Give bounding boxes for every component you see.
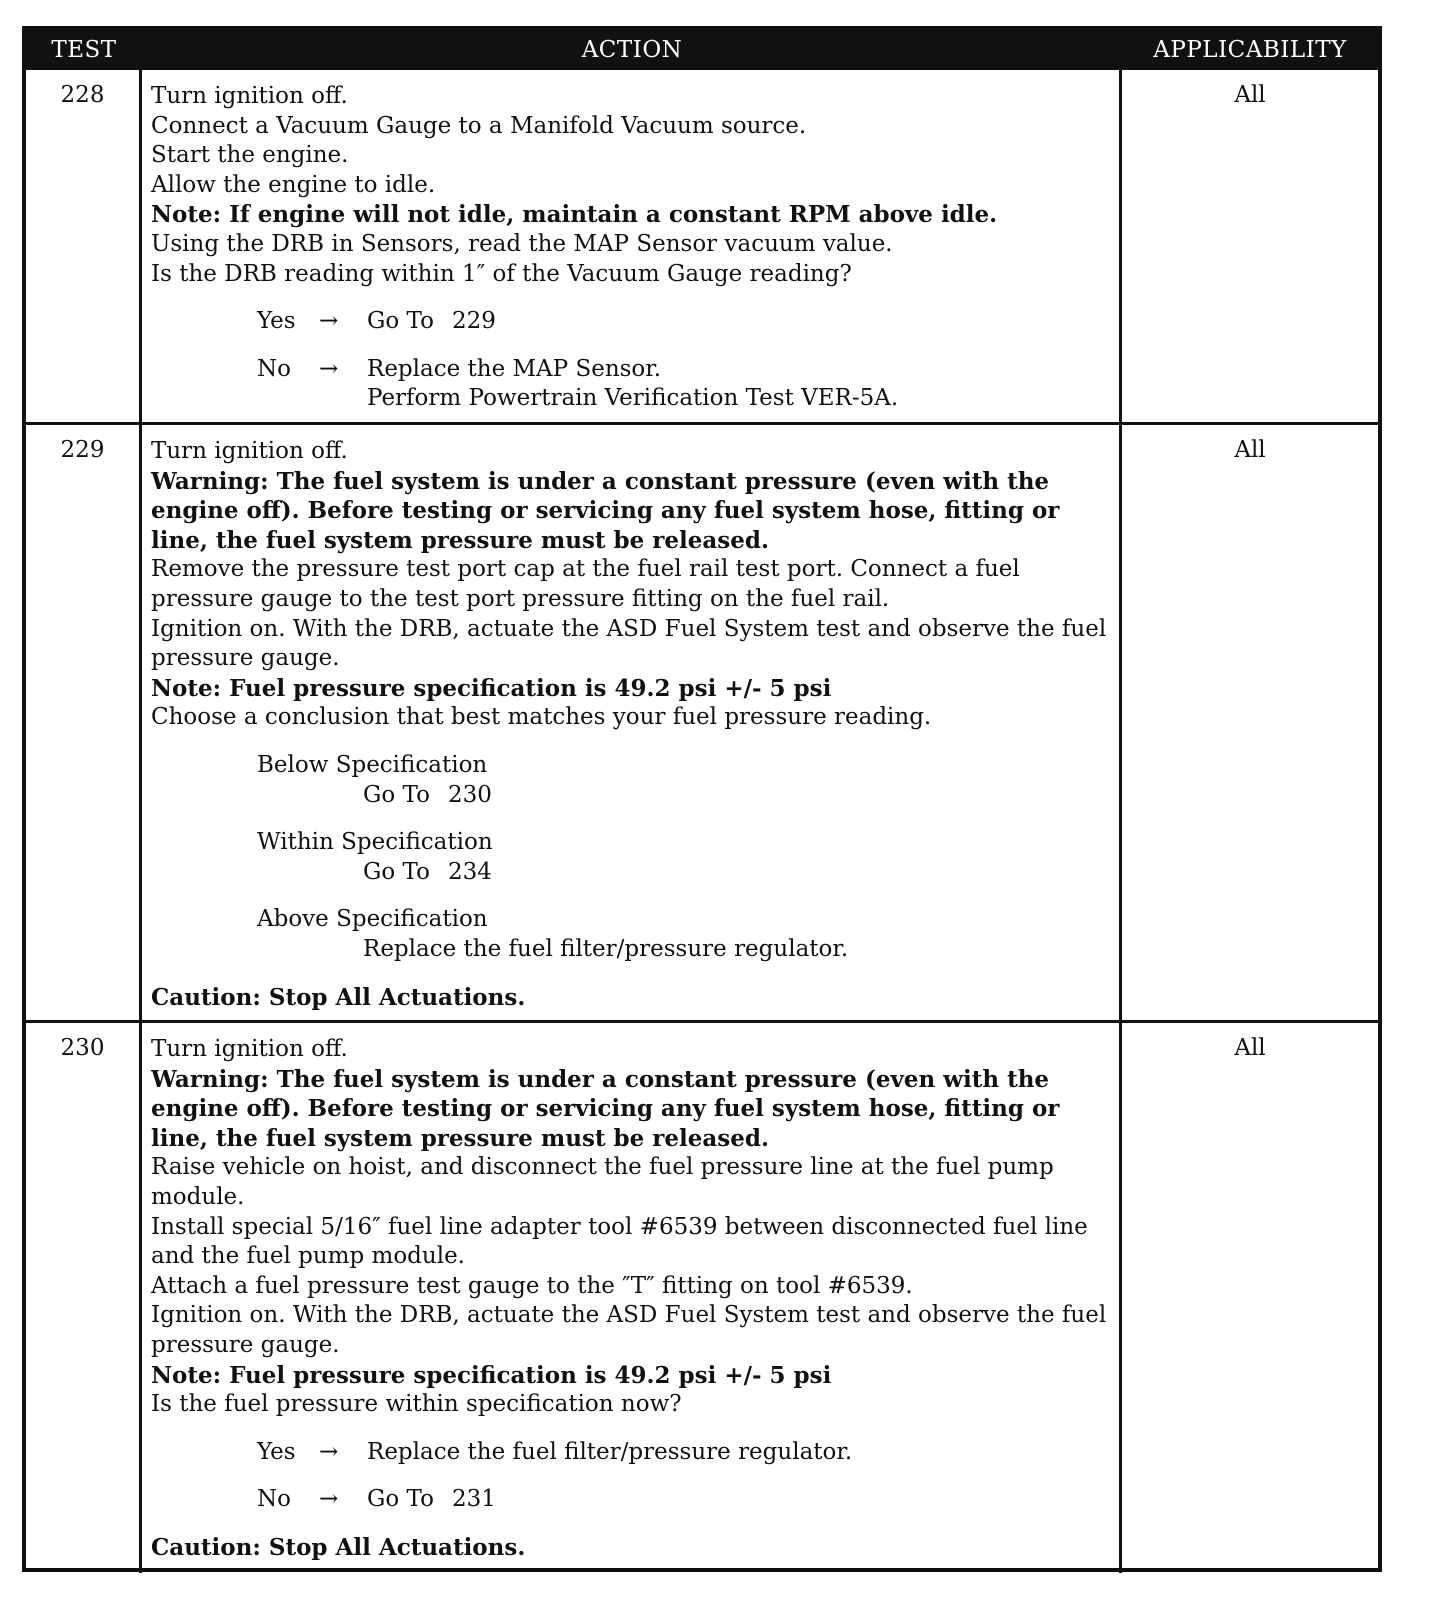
question-line: Choose a conclusion that best matches your fuel pressure reading. xyxy=(151,704,932,731)
action-line: Install special 5/16″ fuel line adapter tool #6539 between disconnected fuel line and the fuel pump module. xyxy=(151,1213,1088,1270)
action-line: Turn ignition off. xyxy=(151,83,348,109)
question-line: Is the fuel pressure within specification now? xyxy=(151,1391,682,1418)
test-number: 228 xyxy=(26,70,142,422)
header-test: TEST xyxy=(51,37,117,63)
test-number: 229 xyxy=(26,425,142,1020)
diagnostic-table xyxy=(22,26,1382,1572)
action-cell xyxy=(142,70,1122,422)
action-line: Using the DRB in Sensors, read the MAP Sensor vacuum value. xyxy=(151,230,893,257)
yes-result: Replace the fuel filter/pressure regulator. xyxy=(367,1438,853,1465)
action-cell xyxy=(142,1023,1122,1573)
action-line: Ignition on. With the DRB, actuate the ASD Fuel System test and observe the fuel pressure gauge. xyxy=(151,615,1107,672)
no-label: No xyxy=(257,1486,291,1513)
no-result-line: Perform Powertrain Verification Test VER-5A. xyxy=(367,385,899,412)
branch-label: Above Specification xyxy=(257,906,488,933)
goto-number: 234 xyxy=(447,858,492,885)
applicability-value: All xyxy=(1234,82,1266,108)
goto-text: Go To xyxy=(367,308,434,335)
action-line: Attach a fuel pressure test gauge to the ″T″ fitting on tool #6539. xyxy=(151,1272,913,1299)
test-number: 230 xyxy=(26,1023,142,1573)
no-label: No xyxy=(257,355,291,382)
action-line: Start the engine. xyxy=(151,142,349,169)
arrow-icon: → xyxy=(319,1438,339,1465)
no-result-line: Replace the MAP Sensor. xyxy=(367,355,662,382)
goto-number: 229 xyxy=(451,308,496,335)
applicability-value: All xyxy=(1234,1035,1266,1061)
action-line: Remove the pressure test port cap at the fuel rail test port. Connect a fuel pressure gauge to the test port pressure fitting on the fuel rail. xyxy=(151,556,1020,612)
action-line: Ignition on. With the DRB, actuate the ASD Fuel System test and observe the fuel pressure gauge. xyxy=(151,1302,1107,1358)
goto-text: Go To xyxy=(363,781,430,808)
action-line: Turn ignition off. xyxy=(151,438,348,464)
arrow-icon: → xyxy=(319,355,339,382)
branch-result: Replace the fuel filter/pressure regulator. xyxy=(363,935,849,962)
yes-branch xyxy=(257,1438,1111,1468)
caution-text: Caution: Stop All Actuations. xyxy=(151,983,526,1011)
table-row-228 xyxy=(26,70,1378,425)
goto-text: Go To xyxy=(367,1486,434,1513)
goto-text: Go To xyxy=(363,858,430,885)
action-line: Raise vehicle on hoist, and disconnect the fuel pressure line at the fuel pump module. xyxy=(151,1154,1054,1210)
branch-label: Within Specification xyxy=(257,829,493,856)
header-applicability: APPLICABILITY xyxy=(1153,37,1347,63)
yes-branch xyxy=(257,307,1111,337)
goto-number: 230 xyxy=(447,781,492,808)
action-line: Turn ignition off. xyxy=(151,1036,348,1062)
goto-number: 231 xyxy=(451,1486,496,1513)
note-line: Note: Fuel pressure specification is 49.2 psi +/- 5 psi xyxy=(151,674,832,702)
table-header xyxy=(26,30,1378,70)
yes-label: Yes xyxy=(257,308,296,335)
branch-below-spec xyxy=(257,751,1111,810)
arrow-icon: → xyxy=(319,308,339,335)
caution-text: Caution: Stop All Actuations. xyxy=(151,1533,526,1561)
no-branch xyxy=(257,355,1111,414)
warning-text: Warning: The fuel system is under a constant pressure (even with the engine off). Before testing or servicing any fuel system hose, fitting or line, the fuel system pressure must be released. xyxy=(151,467,1060,554)
note-line: Note: Fuel pressure specification is 49.2 psi +/- 5 psi xyxy=(151,1361,832,1389)
action-line: Connect a Vacuum Gauge to a Manifold Vacuum source. xyxy=(151,112,807,139)
branch-within-spec xyxy=(257,828,1111,887)
branch-label: Below Specification xyxy=(257,751,488,778)
action-line: Allow the engine to idle. xyxy=(151,171,436,198)
table-row-229 xyxy=(26,425,1378,1023)
action-cell xyxy=(142,425,1122,1020)
arrow-icon: → xyxy=(319,1486,339,1513)
warning-text: Warning: The fuel system is under a constant pressure (even with the engine off). Before testing or servicing any fuel system hose, fitting or line, the fuel system pressure must be released. xyxy=(151,1065,1060,1152)
note-line: Note: If engine will not idle, maintain a constant RPM above idle. xyxy=(151,201,998,229)
applicability-value: All xyxy=(1234,437,1266,463)
table-row-230 xyxy=(26,1023,1378,1573)
question-line: Is the DRB reading within 1″ of the Vacuum Gauge reading? xyxy=(151,260,852,287)
no-branch xyxy=(257,1485,1111,1515)
header-action: ACTION xyxy=(581,37,683,63)
yes-label: Yes xyxy=(257,1438,296,1465)
branch-above-spec xyxy=(257,905,1111,964)
